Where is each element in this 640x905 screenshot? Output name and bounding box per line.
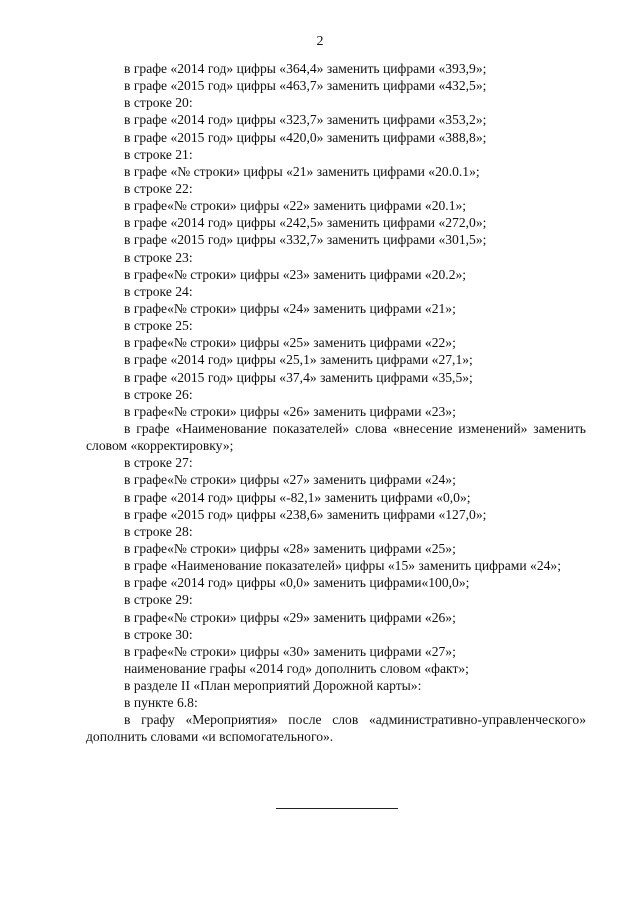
text-line: в графе «2015 год» цифры «37,4» заменить цифрами «35,5»; — [124, 369, 473, 385]
text-line: в строке 27: — [124, 455, 193, 471]
text-line: в строке 26: — [124, 386, 193, 402]
text-line: в строке 20: — [124, 95, 193, 111]
text-line: в строке 24: — [124, 283, 193, 299]
text-line: в графу «Мероприятия» после слов «административно-управленческого» — [124, 712, 586, 728]
text-line: в графе«№ строки» цифры «27» заменить цифрами «24»; — [124, 472, 456, 488]
text-line: в графе«№ строки» цифры «24» заменить цифрами «21»; — [124, 300, 456, 316]
text-line: словом «корректировку»; — [86, 438, 234, 454]
text-line: в графе«№ строки» цифры «25» заменить цифрами «22»; — [124, 335, 456, 351]
text-line: в графе «2014 год» цифры «25,1» заменить цифрами «27,1»; — [124, 352, 473, 368]
text-line: дополнить словами «и вспомогательного». — [86, 729, 334, 745]
text-line: в графе «2014 год» цифры «-82,1» заменить цифрами «0,0»; — [124, 489, 471, 505]
text-line: в графе «2015 год» цифры «332,7» заменить цифрами «301,5»; — [124, 232, 487, 248]
text-line: в графе «2014 год» цифры «0,0» заменить цифрами«100,0»; — [124, 575, 470, 591]
document-body — [86, 60, 586, 746]
text-line: в графе «2015 год» цифры «463,7» заменить цифрами «432,5»; — [124, 78, 487, 94]
closing-rule — [276, 808, 398, 809]
page-number: 2 — [316, 34, 324, 49]
text-line: в графе«№ строки» цифры «28» заменить цифрами «25»; — [124, 540, 456, 556]
text-line: в графе «Наименование показателей» слова «внесение изменений» заменить — [124, 420, 586, 436]
text-line: в строке 30: — [124, 626, 193, 642]
text-line: в графе«№ строки» цифры «22» заменить цифрами «20.1»; — [124, 198, 467, 214]
text-line: в строке 25: — [124, 318, 193, 334]
text-line: в строке 28: — [124, 523, 193, 539]
text-line: в графе «2014 год» цифры «242,5» заменить цифрами «272,0»; — [124, 215, 487, 231]
text-line: наименование графы «2014 год» дополнить словом «факт»; — [124, 660, 469, 676]
text-line: в графе«№ строки» цифры «23» заменить цифрами «20.2»; — [124, 266, 467, 282]
text-line: в разделе II «План мероприятий Дорожной карты»: — [124, 678, 422, 694]
text-line: в графе «2014 год» цифры «323,7» заменить цифрами «353,2»; — [124, 112, 487, 128]
text-line: в пункте 6.8: — [124, 695, 198, 711]
text-line: в графе «2015 год» цифры «238,6» заменить цифрами «127,0»; — [124, 506, 487, 522]
text-line: в графе «Наименование показателей» цифры «15» заменить цифрами «24»; — [124, 558, 561, 574]
text-line: в графе «№ строки» цифры «21» заменить цифрами «20.0.1»; — [124, 163, 480, 179]
text-line: в строке 29: — [124, 592, 193, 608]
text-line: в строке 21: — [124, 146, 193, 162]
text-line: в графе«№ строки» цифры «30» заменить цифрами «27»; — [124, 643, 456, 659]
text-line: в графе«№ строки» цифры «26» заменить цифрами «23»; — [124, 403, 456, 419]
text-line: в строке 22: — [124, 180, 193, 196]
text-line: в графе«№ строки» цифры «29» заменить цифрами «26»; — [124, 609, 456, 625]
text-line: в графе «2014 год» цифры «364,4» заменить цифрами «393,9»; — [124, 61, 487, 76]
text-line: в графе «2015 год» цифры «420,0» заменить цифрами «388,8»; — [124, 129, 487, 145]
text-line: в строке 23: — [124, 249, 193, 265]
